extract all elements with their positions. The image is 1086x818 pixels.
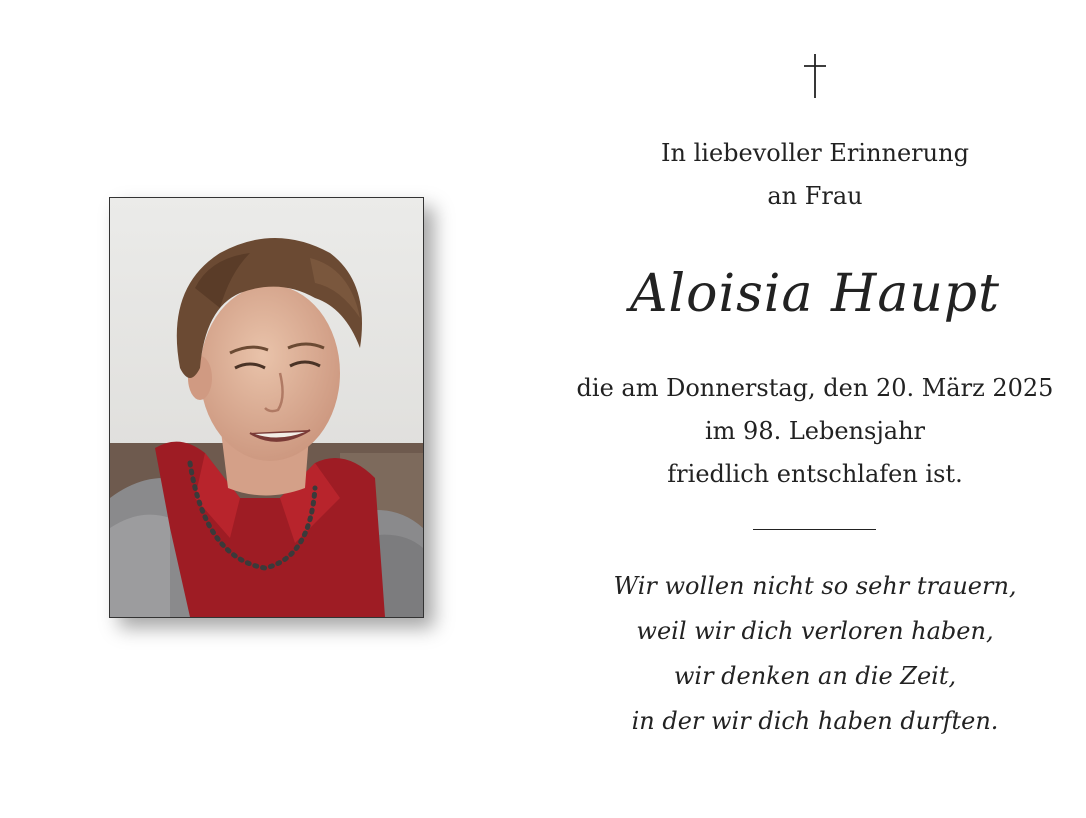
intro-line-2: an Frau (767, 182, 863, 210)
poem-block (560, 564, 1070, 744)
details-line-1: die am Donnerstag, den 20. März 2025 (576, 374, 1054, 402)
latin-cross-icon (801, 54, 829, 98)
details-line-3: friedlich entschlafen ist. (667, 460, 963, 488)
portrait-illustration (110, 198, 423, 617)
poem-line: weil wir dich verloren haben, (636, 617, 994, 645)
intro-line-1: In liebevoller Erinnerung (661, 139, 969, 167)
death-details (560, 367, 1070, 496)
deceased-name: Aloisia Haupt (630, 264, 1000, 324)
portrait-photo (109, 197, 424, 618)
divider-line (753, 529, 876, 530)
details-line-2: im 98. Lebensjahr (704, 417, 926, 445)
poem-line: wir denken an die Zeit, (673, 662, 957, 690)
intro-block (560, 132, 1070, 218)
poem-line: in der wir dich haben durften. (631, 707, 999, 735)
poem-line: Wir wollen nicht so sehr trauern, (613, 572, 1017, 600)
